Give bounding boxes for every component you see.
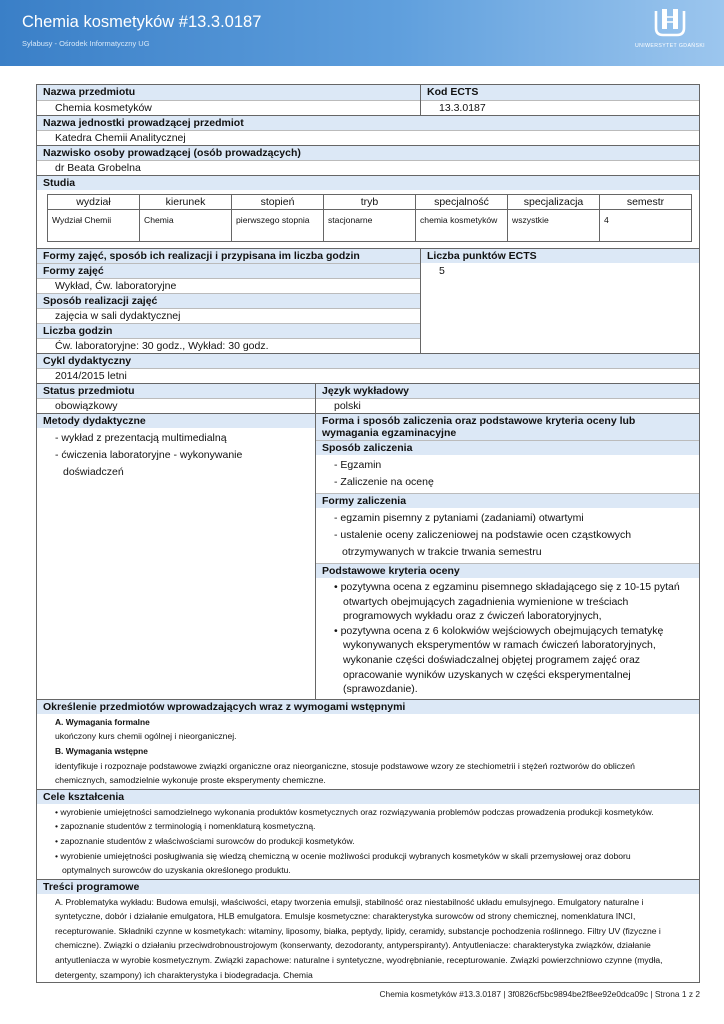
- page-title: Chemia kosmetyków #13.3.0187: [22, 13, 262, 31]
- studia-cell: 4: [600, 210, 692, 242]
- methods-item: - ćwiczenia laboratoryjne - wykonywanie doświadczeń: [55, 449, 243, 478]
- goal-item: • wyrobienie umiejętności samodzielnego wykonania produktów kosmetycznych oraz rozwiązywania problemów podczas prowadzenia produkcji kosmetyków.: [55, 806, 654, 817]
- page-subtitle: Sylabusy - Ośrodek Informatyczny UG: [22, 39, 150, 48]
- lecturer-label: Nazwisko osoby prowadzącej (osób prowadzących): [37, 145, 699, 160]
- assessment-forms-label: Formy zaliczenia: [316, 493, 699, 508]
- forms-row: [37, 248, 699, 353]
- cycle-value: 2014/2015 letni: [37, 368, 699, 383]
- ects-points-label: Liczba punktów ECTS: [421, 248, 699, 263]
- goal-item: • zapoznanie studentów z właściwościami surowców do produkcji kosmetyków.: [55, 835, 355, 846]
- assessment-forms-item: - egzamin pisemny z pytaniami (zadaniami) otwartymi: [334, 512, 584, 524]
- studia-section: [37, 190, 699, 248]
- assessment-mode-item: - Egzamin: [334, 459, 382, 471]
- hours-value: Ćw. laboratoryjne: 30 godz., Wykład: 30 godz.: [37, 338, 420, 353]
- formal-requirements-label: A. Wymagania formalne: [55, 716, 150, 727]
- methods-assessment-row: [37, 413, 699, 699]
- forms-section-label: Formy zajęć, sposób ich realizacji i przypisana im liczba godzin: [37, 248, 420, 263]
- status-label: Status przedmiotu: [37, 383, 315, 398]
- unit-value: Katedra Chemii Analitycznej: [37, 130, 699, 145]
- university-logo: [628, 8, 712, 56]
- assessment-label: Forma i sposób zaliczenia oraz podstawowe kryteria oceny lub wymagania egzaminacyjne: [316, 413, 699, 440]
- ects-code-label: Kod ECTS: [421, 85, 699, 100]
- studia-cell: chemia kosmetyków: [416, 210, 508, 242]
- status-value: obowiązkowy: [37, 398, 315, 413]
- criteria-item: • pozytywna ocena z egzaminu pisemnego składającego się z 10-15 pytań otwartych obejmujących zagadnienia wymienione w treściach programowych wykładu oraz z ćwiczeń laboratoryjnych,: [334, 581, 680, 623]
- language-label: Język wykładowy: [316, 383, 699, 398]
- studia-label: Studia: [37, 175, 699, 190]
- initial-requirements-label: B. Wymagania wstępne: [55, 745, 148, 756]
- prerequisites-label: Określenie przedmiotów wprowadzających wraz z wymogami wstępnymi: [37, 699, 699, 714]
- program-label: Treści programowe: [37, 879, 699, 894]
- studia-header-row: [48, 195, 692, 210]
- page-header: [0, 0, 724, 66]
- assessment-mode-label: Sposób zaliczenia: [316, 440, 699, 455]
- course-name-label: Nazwa przedmiotu: [37, 85, 420, 100]
- criteria-list: [316, 578, 699, 699]
- methods-list: [37, 428, 315, 483]
- studia-header: specjalizacja: [508, 195, 600, 210]
- studia-cell: Chemia: [140, 210, 232, 242]
- criteria-item: • pozytywna ocena z 6 kolokwiów wejściowych obejmujących tematykę wykonywanych eksperymentów w ramach ćwiczeń laboratoryjnych, wykonanie części doświadczalnej objętej programem zajęć oraz opracowanie wyników uzyskanych w części eksperymentalnej (sprawozdanie).: [334, 624, 664, 696]
- initial-requirements: identyfikuje i rozpoznaje podstawowe związki organiczne oraz nieorganiczne, stosuje podstawowe wzory ze stechiometrii i stężeń roztworów do obliczeń chemicznych, samodzielnie wykonuje proste eksperymenty chemiczne.: [55, 760, 635, 786]
- assessment-forms-item: - ustalenie oceny zaliczeniowej na podstawie ocen cząstkowych otrzymywanych w trakcie trwania semestru: [334, 529, 632, 558]
- assessment-mode-list: [316, 455, 699, 493]
- methods-item: - wykład z prezentacją multimedialną: [55, 432, 227, 444]
- hours-label: Liczba godzin: [37, 323, 420, 338]
- studia-cell: stacjonarne: [324, 210, 416, 242]
- studia-header: stopień: [232, 195, 324, 210]
- course-name: Chemia kosmetyków: [37, 100, 420, 115]
- studia-data-row: [48, 210, 692, 242]
- forms-label: Formy zajęć: [37, 263, 420, 278]
- forms-value: Wykład, Ćw. laboratoryjne: [37, 278, 420, 293]
- ects-code: 13.3.0187: [421, 100, 699, 115]
- lecturer-value: dr Beata Grobelna: [37, 160, 699, 175]
- goals-label: Cele kształcenia: [37, 789, 699, 804]
- university-name: UNIWERSYTET GDAŃSKI: [634, 43, 706, 49]
- studia-header: wydział: [48, 195, 140, 210]
- studia-header: semestr: [600, 195, 692, 210]
- page-footer: Chemia kosmetyków #13.3.0187 | 3f0826cf5bc9894be2f8ee92e0dca09c | Strona 1 z 2: [379, 989, 700, 999]
- unit-label: Nazwa jednostki prowadzącej przedmiot: [37, 115, 699, 130]
- program-content: A. Problematyka wykładu: Budowa emulsji, właściwości, etapy tworzenia emulsji, stabilność oraz niestabilność układu emulsyjnego. Emulgatory naturalne i syntetyczne, dobór i działanie emulgatora, HLB emulgatora. Emulsje kosmetyczne: charakterystyka surowców od strony chemicznej, nomenklatura INCI, recepturowanie. Składniki czynne w kosmetykach: witaminy, liposomy, białka, peptydy, lipidy, ceramidy, substancje pochodzenia roślinnego. Filtry UV (fizyczne i chemiczne). Związki o działaniu przeciwdrobnoustrojowym (konserwanty, dezodoranty, antyperspiranty). Antyutleniacze: charakterystyka związków, działanie antyutleniacza w wyrobie kosmetycznym. Związki zapachowe: naturalne i syntetyczne, wyodrębnianie, recepturowanie. Związki powierzchniowo czynne (mydła, detergenty, szampony) ich charakterystyka i biodegradacja. Chemia: [55, 896, 663, 980]
- studia-cell: pierwszego stopnia: [232, 210, 324, 242]
- assessment-mode-item: - Zaliczenie na ocenę: [334, 476, 434, 488]
- assessment-forms-list: [316, 508, 699, 563]
- studia-cell: Wydział Chemii: [48, 210, 140, 242]
- studia-header: kierunek: [140, 195, 232, 210]
- criteria-label: Podstawowe kryteria oceny: [316, 563, 699, 578]
- studia-table: [47, 194, 692, 242]
- methods-label: Metody dydaktyczne: [37, 413, 315, 428]
- status-row: [37, 383, 699, 413]
- method-label: Sposób realizacji zajęć: [37, 293, 420, 308]
- studia-cell: wszystkie: [508, 210, 600, 242]
- cycle-label: Cykl dydaktyczny: [37, 353, 699, 368]
- course-row: [37, 85, 699, 115]
- university-emblem-icon: [653, 8, 687, 38]
- goals-list: [37, 804, 699, 879]
- formal-requirements: ukończony kurs chemii ogólnej i nieorganicznej.: [55, 731, 237, 742]
- syllabus-document: [36, 84, 700, 983]
- goal-item: • zapoznanie studentów z terminologią i nomenklaturą kosmetyczną.: [55, 821, 316, 832]
- studia-header: tryb: [324, 195, 416, 210]
- studia-header: specjalność: [416, 195, 508, 210]
- prerequisites-section: [37, 714, 699, 789]
- language-value: polski: [316, 398, 699, 413]
- ects-points: 5: [439, 265, 445, 277]
- goal-item: • wyrobienie umiejętności posługiwania się wiedzą chemiczną w ocenie możliwości produkcji wybranych kosmetyków w skali przemysłowej oraz doboru optymalnych surowców do uzyskania określonego produktu.: [55, 850, 631, 876]
- method-value: zajęcia w sali dydaktycznej: [37, 308, 420, 323]
